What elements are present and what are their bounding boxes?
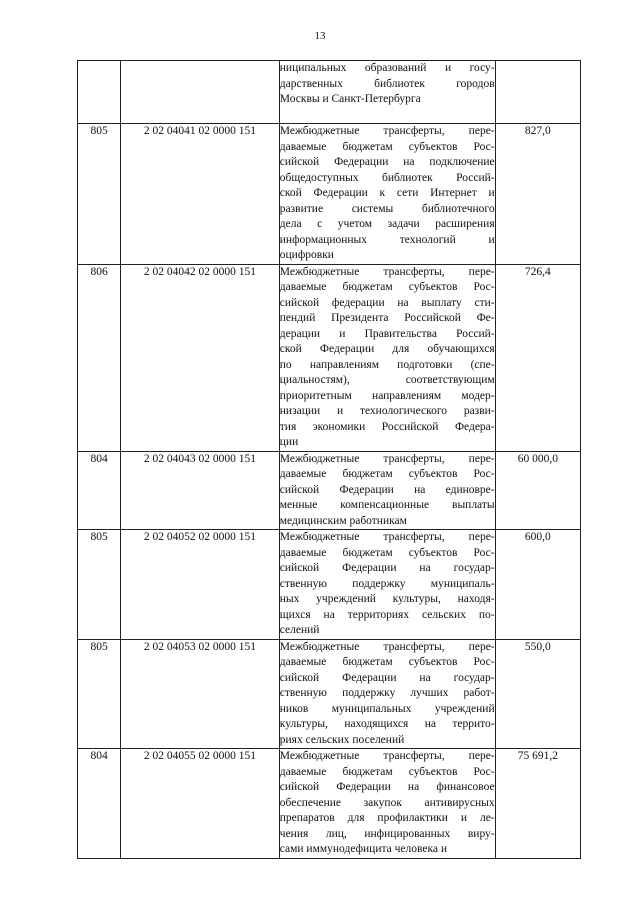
item-name-line: ников муниципальных учреждений — [279, 702, 495, 715]
budget-table — [77, 60, 581, 859]
admin-code-cell: 804 — [78, 451, 121, 530]
classification-code-cell: 2 02 04053 02 0000 151 — [121, 639, 280, 749]
item-name-line: ниципальных образований и госу- — [279, 62, 495, 74]
item-name-line: по направлениям подготовки (спе- — [279, 358, 495, 371]
item-name-cell — [279, 61, 495, 124]
item-name-line: селений — [279, 624, 320, 636]
classification-code-cell: 2 02 04052 02 0000 151 — [121, 530, 280, 640]
item-name-line: даваемые бюджетам субъектов Рос- — [279, 765, 495, 778]
item-name-line: ской Федерации к сети Интернет и — [279, 187, 495, 199]
item-name-line: даваемые бюджетам субъектов Рос- — [279, 281, 495, 293]
item-name-line: ской Федерации для обучающихся — [279, 343, 495, 355]
item-name-line: щихся на территориях сельских по- — [279, 608, 495, 621]
item-name-line: приоритетным направлениям модер- — [279, 389, 495, 402]
item-name-line: сами иммунодефицита человека и — [279, 843, 448, 855]
item-name-line: обеспечение закупок антивирусных — [279, 796, 495, 809]
item-name-line: препаратов для профилактики и ле- — [279, 812, 495, 824]
item-name-line: пендий Президента Российской Фе- — [279, 312, 495, 324]
item-name-line: циальностям), соответствующим — [279, 374, 495, 386]
item-name-line: Межбюджетные трансферты, пере- — [279, 750, 495, 762]
table-row — [78, 749, 581, 859]
item-name-line: Межбюджетные трансферты, пере- — [279, 265, 495, 278]
item-name-line: культуры, находящихся на террито- — [279, 718, 495, 730]
item-name-cell — [279, 264, 495, 451]
item-name-line: развитие системы библиотечного — [279, 202, 495, 215]
item-name-line: даваемые бюджетам субъектов Рос- — [279, 468, 495, 480]
item-name-line: Межбюджетные трансферты, пере- — [279, 125, 495, 137]
admin-code-cell: 804 — [78, 749, 121, 859]
admin-code-cell: 805 — [78, 639, 121, 749]
item-name-line: информационных технологий и — [279, 233, 495, 246]
amount-cell: 75 691,2 — [495, 749, 580, 859]
item-name-line: дела с учетом задачи расширения — [279, 218, 495, 230]
table-body — [78, 61, 581, 859]
classification-code-cell — [121, 61, 280, 124]
item-name-line: низации и технологического разви- — [279, 405, 495, 417]
admin-code-cell: 805 — [78, 124, 121, 265]
item-name-cell — [279, 124, 495, 265]
admin-code-cell: 806 — [78, 264, 121, 451]
item-name-line: сийской федерации на выплату сти- — [279, 296, 495, 309]
amount-cell: 827,0 — [495, 124, 580, 265]
item-name-line: риях сельских поселений — [279, 733, 405, 746]
item-name-line: сийской Федерации на единовре- — [279, 483, 495, 496]
item-name-line: ственную поддержку муниципаль- — [279, 577, 495, 590]
classification-code-cell: 2 02 04042 02 0000 151 — [121, 264, 280, 451]
table-row — [78, 124, 581, 265]
item-name-line: тия экономики Российской Федера- — [279, 420, 495, 433]
amount-cell: 600,0 — [495, 530, 580, 640]
item-name-line: сийской Федерации на государ- — [279, 671, 495, 684]
item-name-line: общедоступных библиотек Россий- — [279, 171, 495, 184]
item-name-line: дарственных библиотек городов — [279, 77, 495, 90]
admin-code-cell: 805 — [78, 530, 121, 640]
item-name-line: ственную поддержку лучших работ- — [279, 687, 495, 699]
item-name-line: чения лиц, инфицированных виру- — [279, 827, 495, 840]
item-name-line: Москвы и Санкт-Петербурга — [279, 93, 421, 105]
item-name-line: Межбюджетные трансферты, пере- — [279, 452, 495, 465]
item-name-line: сийской Федерации на государ- — [279, 562, 495, 574]
item-name-line: сийской Федерации на финансовое — [279, 781, 495, 793]
classification-code-cell: 2 02 04041 02 0000 151 — [121, 124, 280, 265]
classification-code-cell: 2 02 04055 02 0000 151 — [121, 749, 280, 859]
item-name-line: медицинским работникам — [279, 514, 407, 527]
amount-cell: 550,0 — [495, 639, 580, 749]
item-name-line: Межбюджетные трансферты, пере- — [279, 640, 495, 653]
item-name-line: даваемые бюджетам субъектов Рос- — [279, 140, 495, 153]
item-name-line: менные компенсационные выплаты — [279, 499, 495, 511]
classification-code-cell: 2 02 04043 02 0000 151 — [121, 451, 280, 530]
table-row — [78, 639, 581, 749]
item-name-line: сийской Федерации на подключение — [279, 156, 495, 168]
table-row — [78, 61, 581, 124]
item-name-cell — [279, 451, 495, 530]
amount-cell — [495, 61, 580, 124]
table-row — [78, 264, 581, 451]
admin-code-cell — [78, 61, 121, 124]
item-name-line: даваемые бюджетам субъектов Рос- — [279, 546, 495, 559]
item-name-line: ных учреждений культуры, находя- — [279, 593, 495, 605]
amount-cell: 726,4 — [495, 264, 580, 451]
page-number: 13 — [314, 30, 326, 42]
item-name-cell — [279, 530, 495, 640]
item-name-line: дерации и Правительства Россий- — [279, 327, 495, 340]
item-name-line: ции — [279, 436, 299, 448]
amount-cell: 60 000,0 — [495, 451, 580, 530]
item-name-cell — [279, 749, 495, 859]
item-name-cell — [279, 639, 495, 749]
item-name-line: оцифровки — [279, 249, 334, 261]
item-name-line: даваемые бюджетам субъектов Рос- — [279, 656, 495, 668]
item-name-line: Межбюджетные трансферты, пере- — [279, 531, 495, 543]
table-row — [78, 451, 581, 530]
table-row — [78, 530, 581, 640]
